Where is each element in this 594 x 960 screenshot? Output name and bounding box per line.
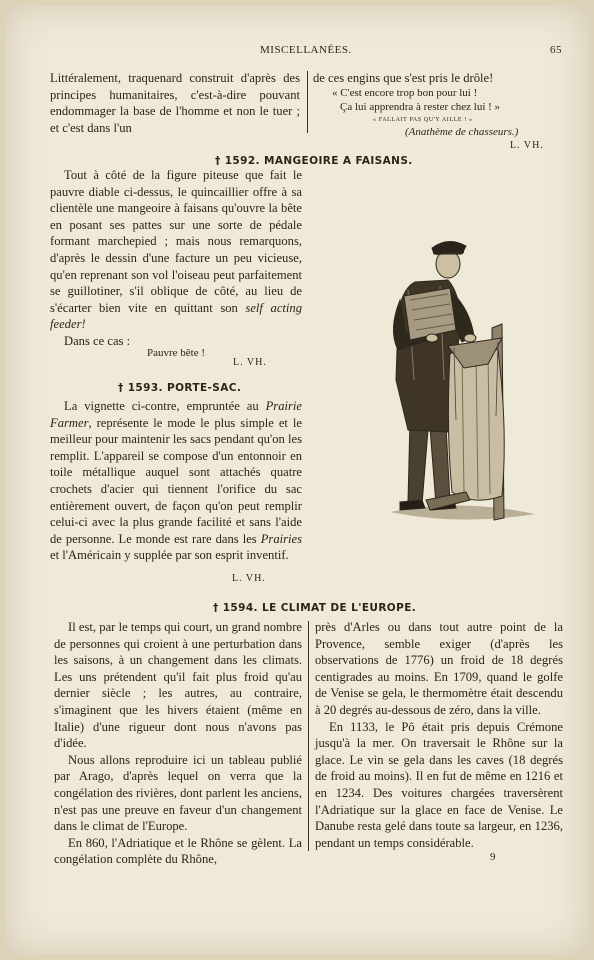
section-1593-body [50,398,302,564]
section-1592-signature: L. VH. [233,357,267,368]
column-rule-top [307,71,308,133]
section-1592-dans-ce-cas: Dans ce cas : [64,333,131,348]
climat-right-paragraph-2: En 1133, le Pô était pris depuis Crémone jusqu'à la mer. On traversait le Rhône sur la glace. Le vin se gela dans les caves (18 degrés de froid au moins). Il en fut de même en 1216 et en 1234. Des voitures chargées traversèrent l'Adriatique sur la glace en face de Venise. Le Danube resta gelé dans toute sa largeur, en 1236, pendant un temps considérable. [315,719,563,850]
section-1592-body [50,167,302,350]
verse-line-1: « C'est encore trop bon pour lui ! [332,87,478,99]
section-1593-text-3: et l'Américain y supplée par son esprit inventif. [50,548,289,563]
verse-line-2: Ça lui apprendra à rester chez lui ! » [340,101,501,113]
section-1594-left-column [54,619,302,868]
climat-left-paragraph-1: Il est, par le temps qui court, un grand nombre de personnes qui croient à une perturbation dans les saisons, à un changement dans les climats. Les uns prétendent qu'il fait plus froid qu'au dernier siècle ; les autres, au contraire, s'imaginent que les hivers étaient (même en Italie) d'une rigueur dont nous n'avons pas d'idée. [54,620,302,751]
quote-source: (Anathème de chasseurs.) [405,126,519,138]
small-caps-quote: « FALLAIT PAS QU'Y AILLE ! » [373,117,473,123]
section-1592-italic: self acting feeder! [50,300,302,332]
section-1592-text: Tout à côté de la figure piteuse que fait le pauvre diable ci-dessus, le quincaillier offre à sa clientèle une mangeoire à faisans qu'ouvre la bête en posant ses pattes sur une sorte de pédale formant marchepied ; mais nous remarquons, d'après le dessin d'une facture un peu vicieuse, qu'en reprenant son vol l'oiseau peut parfaitement se guillotiner, s'il oblique de côté, au lieu de s'écarter bien vite en quittant son [50,168,302,315]
intro-right-text: de ces engins que s'est pris le drôle! [313,71,494,85]
section-1594-title: † 1594. LE CLIMAT DE L'EUROPE. [213,602,417,614]
climat-right-paragraph-1: près d'Arles ou dans tout autre point de la Provence, semble exiger (d'après les observations de 1776) un froid de 18 degrés centigrades au moins. En 1709, quand le golfe de Venise se gela, le thermomètre était descendu à 20 degrés au-dessous de zéro, dans la ville. [315,620,563,717]
signature-mark: 9 [490,851,496,863]
column-rule-bottom [308,621,309,851]
page-sheet [5,5,589,955]
section-1593-italic-2: Prairies [260,531,302,546]
section-1593-title: † 1593. PORTE-SAC. [118,382,242,394]
section-1593-signature: L. VH. [232,573,266,584]
section-1594-right-column [315,619,563,851]
section-1593-text-2: , représente le mode le plus simple et le meilleur pour maintenir les sacs pendant qu'on les remplit. L'appareil se compose d'un entonnoir en toile métallique auquel sont attachés quatre crochets d'acier qui tiennent l'orifice du sac entièrement ouvert, de façon qu'on peut remplir celui-ci avec la plus grande facilité et sans l'aide de personne. Le monde est rare dans les [50,415,302,546]
section-1592-title: † 1592. MANGEOIRE A FAISANS. [215,155,413,167]
page-number: 65 [550,44,562,56]
running-header: MISCELLANÉES. [260,44,352,56]
section-1593-text-1: La vignette ci-contre, empruntée au [64,399,259,413]
porte-sac-engraving [370,230,545,530]
intro-signature: L. VH. [510,140,544,151]
climat-left-paragraph-3: En 860, l'Adriatique et le Rhône se gèlent. La congélation complète du Rhône, [54,835,302,867]
climat-left-paragraph-2: Nous allons reproduire ici un tableau publié par Arago, d'après lequel on verra que la congélation des rivières, dont parlent les anciens, n'est pas une preuve en faveur d'un changement dans le climat de l'Europe. [54,752,302,834]
section-1593-italic-1: Prairie Farmer [50,399,302,430]
intro-left-text: Littéralement, traquenard construit d'après des principes humanitaires, c'est-à-dire pouvant endommager la base de l'homme et non le tuer ; et c'est dans l'un [50,71,300,135]
pauvre-bete: Pauvre bête ! [147,347,206,359]
